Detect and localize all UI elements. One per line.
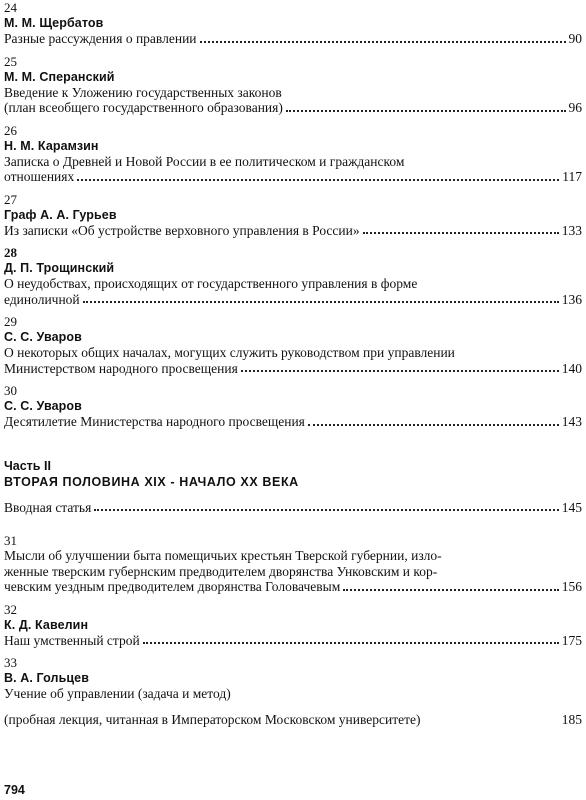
entry-author: В. А. Гольцев: [4, 671, 89, 685]
entry-title: Десятилетие Министерства народного просвещения: [4, 414, 305, 429]
contents-page: [4, 0, 582, 734]
entry-title-line: [4, 31, 582, 47]
entry-page: 156: [561, 579, 582, 594]
entry-title-line: [4, 579, 582, 595]
toc-entry: [4, 314, 582, 376]
entry-title: Министерством народного просвещения: [4, 360, 238, 376]
entry-author: М. М. Щербатов: [4, 16, 104, 30]
entry-title-line: [4, 292, 582, 308]
entry-title-text: О некоторых общих началах, могущих служить руководством при управлении: [4, 345, 455, 360]
entry-title-line: [4, 169, 582, 185]
intro-entry: [4, 500, 582, 516]
entry-number: 24: [4, 0, 17, 15]
entry-title-line: [4, 633, 582, 649]
part-title: ВТОРАЯ ПОЛОВИНА XIX - НАЧАЛО XX ВЕКА: [4, 474, 299, 489]
dot-leader: [363, 232, 559, 234]
entry-page: 133: [561, 222, 582, 238]
entry-title-text: женные тверским губернским предводителем дворянства Унковским и кор-: [4, 563, 438, 579]
entry-title-line: [4, 100, 582, 116]
entry-page: 143: [561, 414, 582, 429]
dot-leader: [343, 589, 559, 591]
dot-leader: [286, 110, 566, 112]
dot-leader: [200, 41, 566, 43]
entry-author: Н. М. Карамзин: [4, 138, 99, 153]
entry-title-line: [4, 414, 582, 430]
entry-title: Наш умственный строй: [4, 632, 140, 648]
intro-page: 145: [561, 499, 582, 515]
entry-author: К. Д. Кавелин: [4, 617, 89, 632]
entry-title-line: [4, 223, 582, 239]
dot-leader: [94, 509, 558, 511]
entry-number: 32: [4, 601, 17, 617]
entry-number: 30: [4, 383, 17, 398]
entry-number: 25: [4, 53, 17, 69]
entry-page: 117: [562, 169, 582, 184]
entry-page: 96: [568, 100, 582, 115]
entry-author: С. С. Уваров: [4, 399, 82, 413]
entry-author: Граф А. А. Гурьев: [4, 207, 117, 222]
toc-entry: [4, 0, 582, 47]
entry-author: С. С. Уваров: [4, 330, 82, 344]
entry-title: чевским уездным предводителем дворянства Головачевым: [4, 579, 341, 594]
toc-entry: [4, 54, 582, 116]
entry-title-text: О неудобствах, происходящих от государственного управления в форме: [4, 276, 418, 291]
toc-entry: [4, 655, 582, 727]
entry-title: (план всеобщего государственного образования): [4, 100, 283, 115]
dot-leader: [241, 370, 559, 372]
entry-title-line: [4, 712, 582, 728]
entry-number: 31: [4, 533, 17, 548]
page-number: 794: [4, 783, 25, 797]
entry-title-text: Учение об управлении (задача и метод): [4, 686, 231, 701]
toc-entry: [4, 383, 582, 430]
entry-number: 29: [4, 314, 17, 329]
entry-title: единоличной: [4, 291, 80, 307]
toc-entry: [4, 245, 582, 307]
entry-title-line: [4, 361, 582, 377]
entry-number: 26: [4, 122, 17, 138]
entry-author: Д. П. Трощинский: [4, 261, 115, 275]
entry-page: 90: [568, 31, 582, 46]
dot-leader: [308, 424, 559, 426]
entry-number: 27: [4, 191, 17, 207]
entry-page: 175: [561, 632, 582, 648]
entry-page: 185: [561, 711, 582, 727]
entry-title-text: Мысли об улучшении быта помещичьих крестьян Тверской губернии, изло-: [4, 548, 442, 563]
toc-entry: [4, 123, 582, 185]
entry-author: М. М. Сперанский: [4, 69, 115, 84]
entry-title: отношениях: [4, 169, 75, 184]
entry-title-text: Введение к Уложению государственных законов: [4, 84, 282, 100]
entry-number: 28: [4, 245, 17, 260]
intro-title: Вводная статья: [4, 499, 92, 515]
toc-entry: [4, 602, 582, 649]
entry-title: (пробная лекция, читанная в Императорском Московском университете): [4, 711, 421, 727]
entry-page: 140: [561, 360, 582, 376]
toc-entry: [4, 533, 582, 595]
dot-leader: [77, 179, 559, 181]
entry-page: 136: [561, 291, 582, 307]
dot-leader: [143, 642, 559, 644]
toc-entry: [4, 192, 582, 239]
dot-leader: [83, 301, 559, 303]
part-label: Часть II: [4, 458, 51, 473]
entry-title: Из записки «Об устройстве верховного управления в России»: [4, 222, 360, 238]
entry-number: 33: [4, 655, 17, 670]
entry-title-text: Записка о Древней и Новой России в ее политическом и гражданском: [4, 153, 405, 169]
entry-title: Разные рассуждения о правлении: [4, 31, 197, 46]
